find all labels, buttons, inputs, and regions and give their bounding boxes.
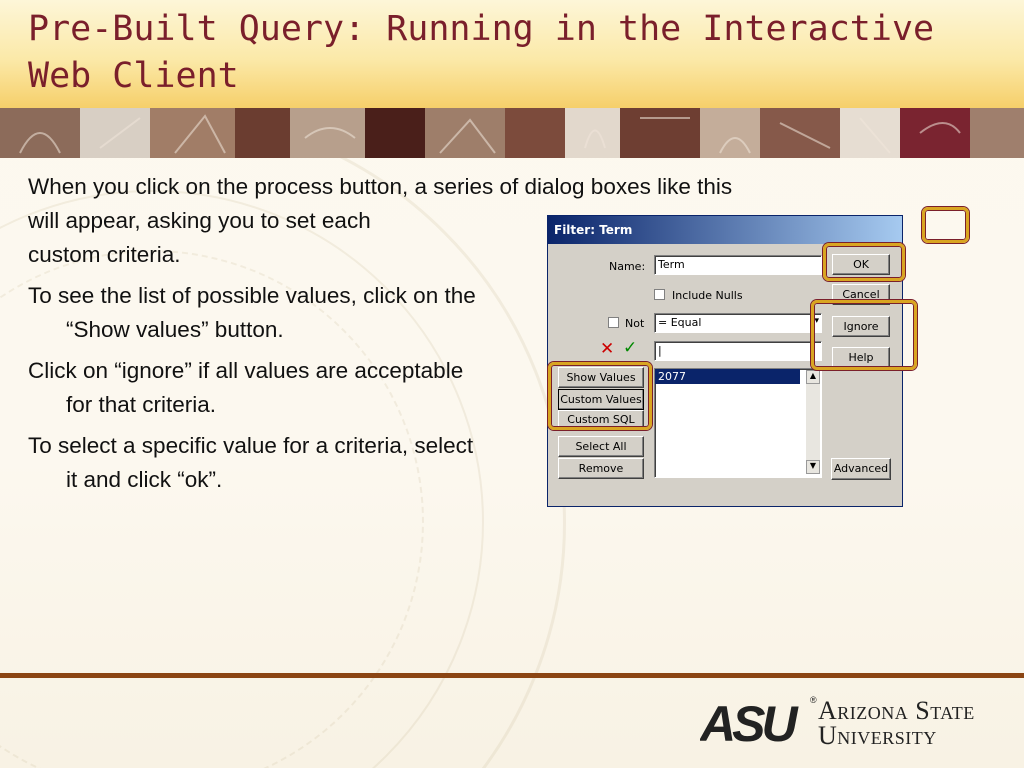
- asu-logo-mark: [700, 699, 808, 746]
- paragraph-select-value: To select a specific value for a criteria, select it and click “ok”.: [28, 433, 474, 492]
- university-name-line-1: Arizona State: [818, 696, 975, 725]
- footer-rule: [0, 673, 1024, 678]
- asu-logo: [700, 697, 1000, 749]
- not-checkbox[interactable]: [608, 317, 619, 328]
- select-all-button[interactable]: Select All: [558, 436, 644, 457]
- include-nulls-checkbox[interactable]: [654, 289, 665, 300]
- custom-values-button[interactable]: Custom Values: [558, 389, 644, 410]
- custom-sql-button[interactable]: Custom SQL: [558, 410, 644, 430]
- scroll-down-icon[interactable]: ▼: [806, 460, 820, 474]
- advanced-button[interactable]: Advanced: [831, 458, 891, 480]
- university-name-line-2: University: [818, 721, 937, 750]
- include-nulls-label: Include Nulls: [672, 289, 743, 302]
- paragraph-show-values: To see the list of possible values, click on the “Show values” button.: [28, 283, 476, 342]
- cancel-button[interactable]: Cancel: [832, 284, 890, 305]
- header-band: [0, 0, 1024, 108]
- paragraph-1-line-2: will appear, asking you to set each: [28, 208, 371, 233]
- ok-button[interactable]: OK: [832, 254, 890, 275]
- registered-mark: ®: [810, 695, 817, 705]
- name-label: Name:: [609, 260, 646, 273]
- list-item[interactable]: 2077: [655, 369, 800, 384]
- x-icon[interactable]: ✕: [600, 339, 615, 359]
- scroll-up-icon[interactable]: ▲: [806, 370, 820, 384]
- paragraph-1-line-3: custom criteria.: [28, 242, 181, 267]
- paragraph-ignore: Click on “ignore” if all values are acceptable for that criteria.: [28, 358, 464, 417]
- operator-value: = Equal: [658, 316, 702, 329]
- name-field[interactable]: Term: [654, 255, 822, 275]
- filter-dialog: [547, 215, 903, 507]
- not-label: Not: [625, 317, 645, 330]
- ignore-button[interactable]: Ignore: [832, 316, 890, 337]
- check-icon[interactable]: ✓: [623, 338, 638, 358]
- list-scrollbar[interactable]: [806, 370, 820, 474]
- asu-mark-text: ASU: [700, 699, 794, 746]
- slide-title: Pre-Built Query: Running in the Interactive Web Client: [28, 9, 935, 96]
- show-values-button[interactable]: Show Values: [558, 367, 644, 388]
- dropdown-arrow-icon[interactable]: ▾: [814, 316, 819, 326]
- values-list[interactable]: [654, 368, 822, 478]
- paragraph-1-line-1: When you click on the process button, a series of dialog boxes like this: [28, 174, 733, 199]
- university-name: [818, 698, 975, 748]
- dialog-title-bar: [548, 216, 902, 244]
- help-button[interactable]: Help: [832, 347, 890, 368]
- value-input[interactable]: |: [654, 341, 822, 361]
- photo-collage-strip: [0, 108, 1024, 158]
- remove-button[interactable]: Remove: [558, 458, 644, 479]
- dialog-title: Filter: Term: [554, 223, 633, 237]
- operator-select[interactable]: [654, 313, 822, 333]
